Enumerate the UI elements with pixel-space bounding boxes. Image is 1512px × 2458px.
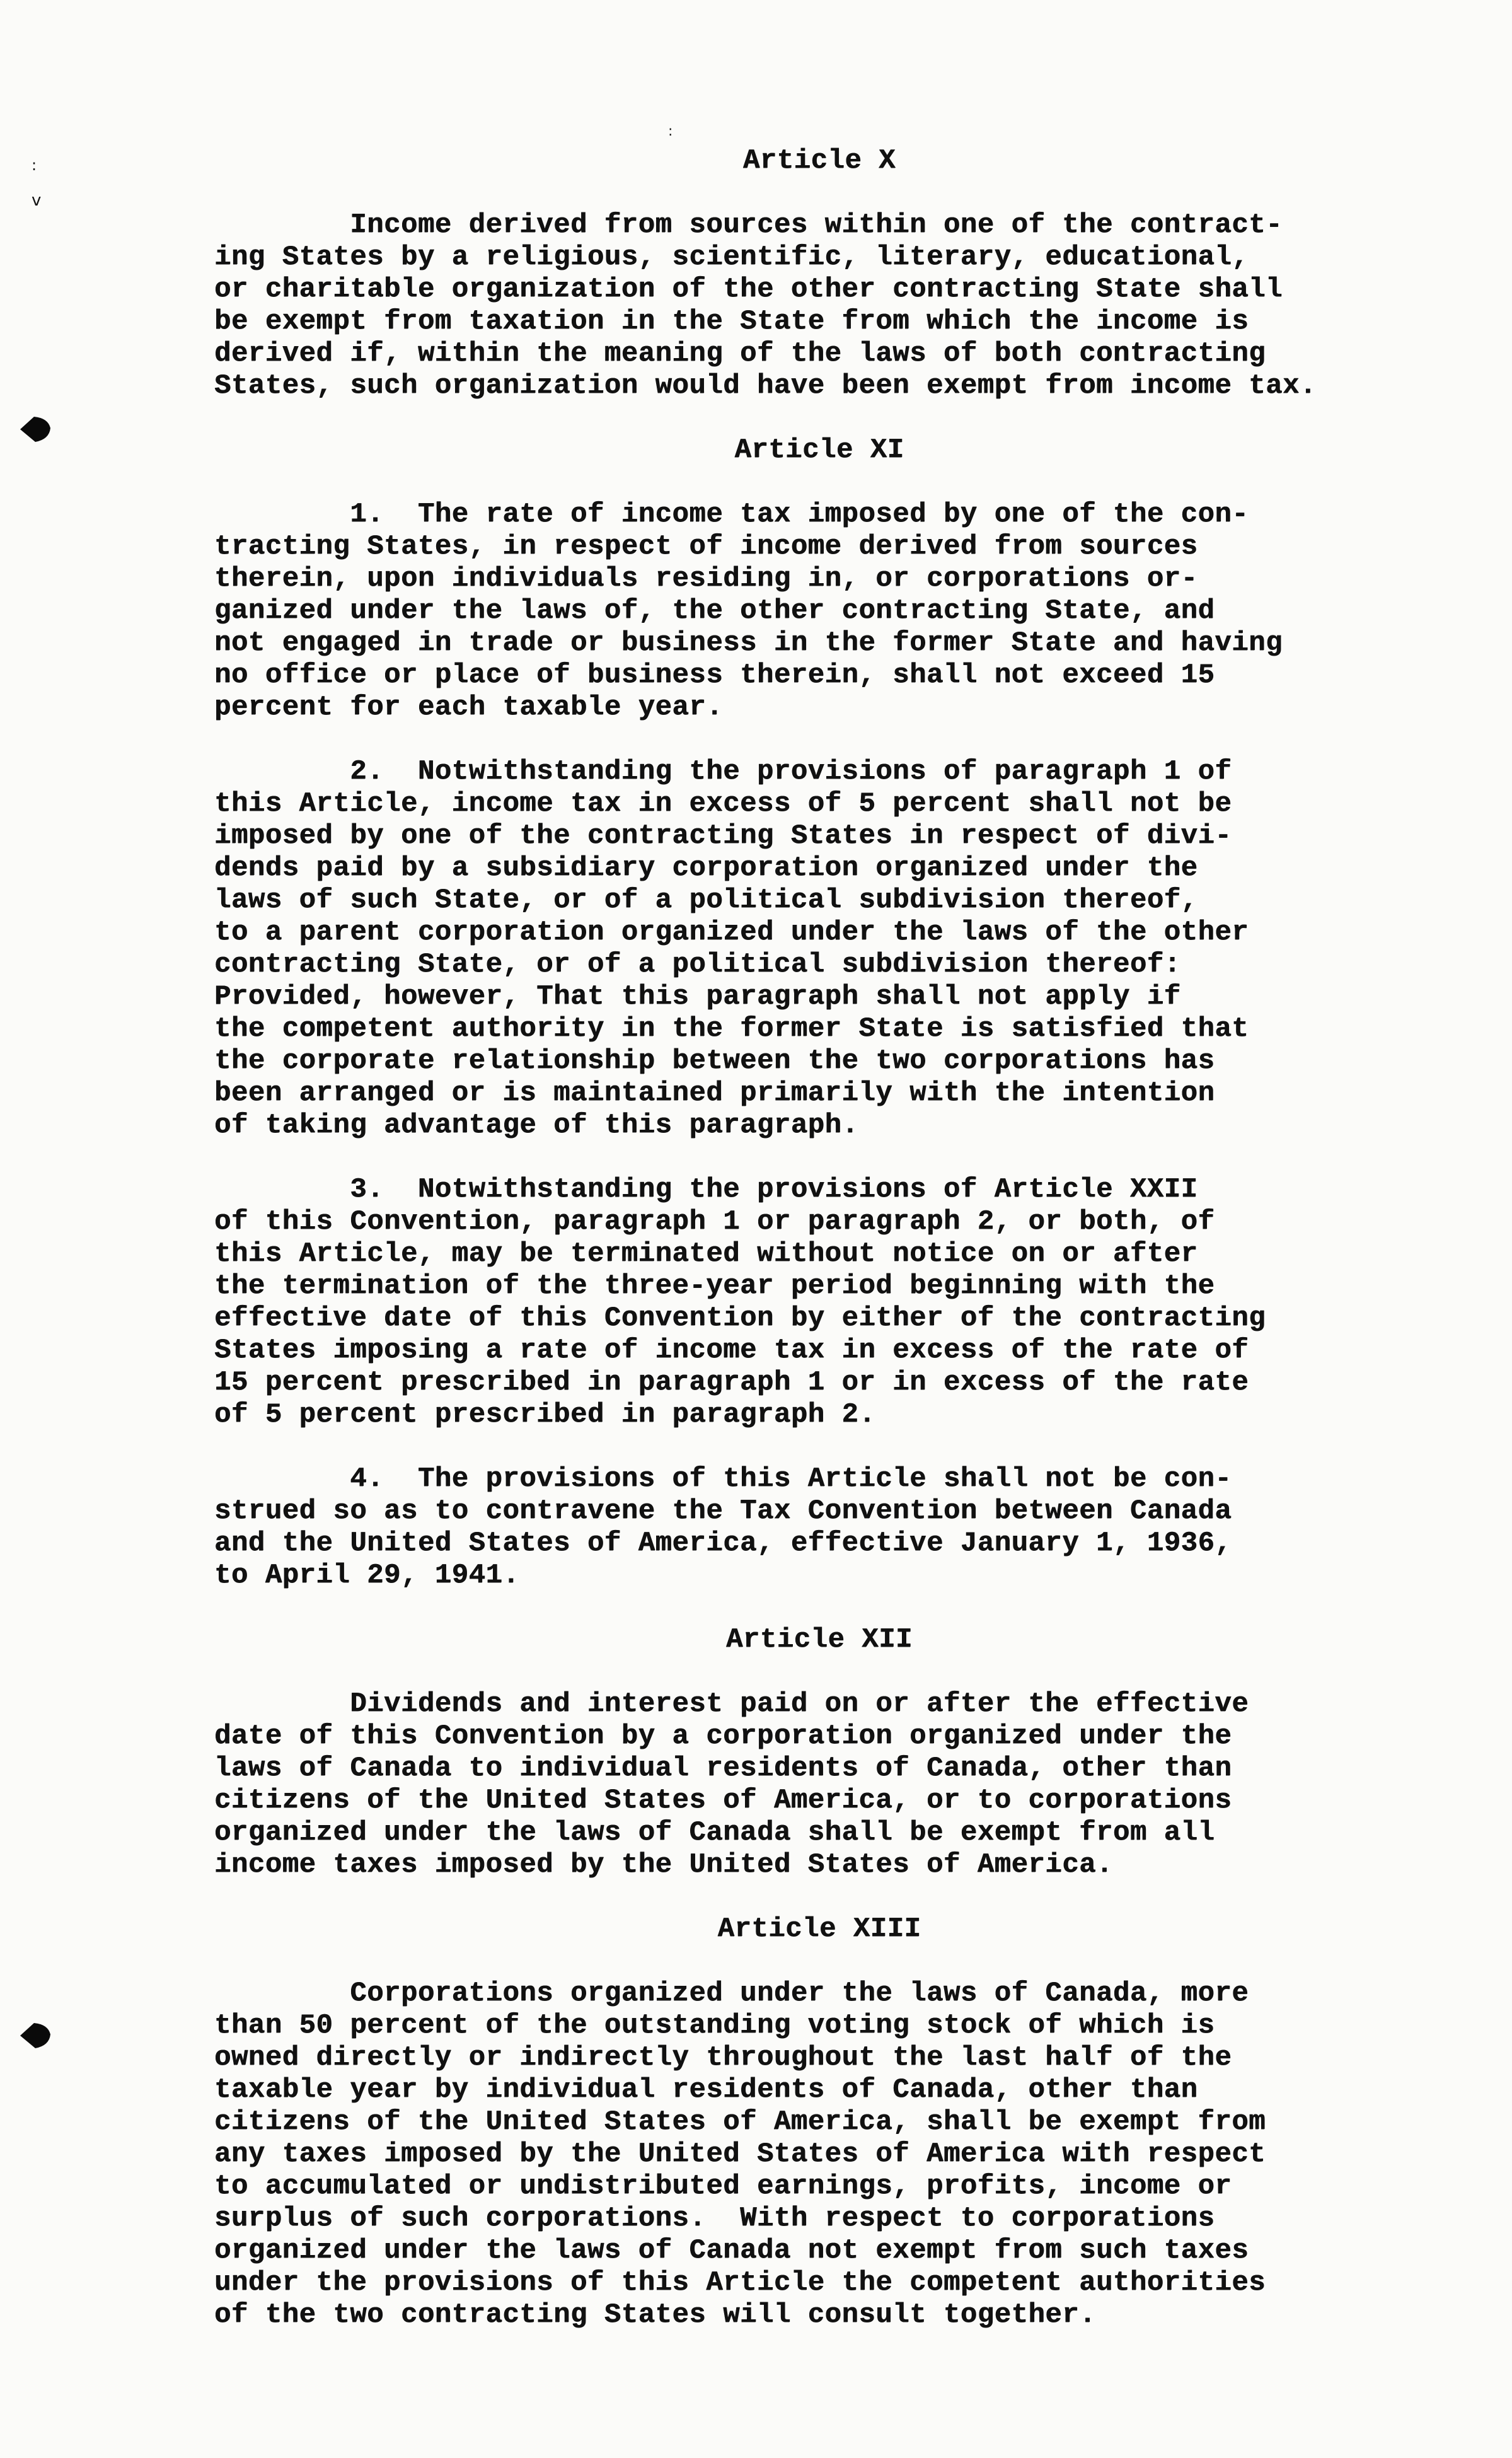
article-xi-paragraph-1: 1. The rate of income tax imposed by one of the con- tracting States, in respect of income derived from sources therein, upon individuals residing in, or corporations or- ganized under the laws of, the other contracting State, and not engaged in trade or business in the former State and having no office or place of business therein, shall not exceed 15 percent for each taxable year. bbox=[214, 499, 1283, 723]
article-x-heading: Article X bbox=[742, 145, 896, 177]
article-xii-paragraph: Dividends and interest paid on or after the effective date of this Convention by a corporation organized under the laws of Canada to individual residents of Canada, other than citizens of the United States of America, or to corporations organized under the laws of Canada shall be exempt from all income taxes imposed by the United States of America. bbox=[214, 1688, 1249, 1881]
ink-speck: : bbox=[668, 124, 673, 139]
article-xi-paragraph-2: 2. Notwithstanding the provisions of paragraph 1 of this Article, income tax in excess of 5 percent shall not be imposed by one of the contracting States in respect of divi- dends paid by a subsidiary corporation organized under the laws of such State, or of a political subdivision thereof, to a parent corporation organized under the laws of the other contracting State, or of a political subdivision thereof: Provided, however, That this paragraph shall not apply if the competent authority in the former State is satisfied that the corporate relationship between the two corporations has been arranged or is maintained primarily with the intention of taking advantage of this paragraph. bbox=[214, 756, 1249, 1141]
article-xi-heading: Article XI bbox=[734, 434, 904, 466]
article-x-paragraph: Income derived from sources within one of the contract- ing States by a religious, scientific, literary, educational, or charitable organization of the other contracting State shall be exempt from taxation in the State from which the income is derived if, within the meaning of the laws of both contracting States, such organization would have been exempt from income tax. bbox=[214, 209, 1317, 402]
article-xi-paragraph-3: 3. Notwithstanding the provisions of Article XXII of this Convention, paragraph 1 or paragraph 2, or both, of this Article, may be terminated without notice on or after the termination of the three-year period beginning with the effective date of this Convention by either of the contracting States imposing a rate of income tax in excess of the rate of 15 percent prescribed in paragraph 1 or in excess of the rate of 5 percent prescribed in paragraph 2. bbox=[214, 1174, 1266, 1430]
article-xii-heading: Article XII bbox=[726, 1624, 913, 1655]
article-xi-paragraph-4: 4. The provisions of this Article shall not be con- strued so as to contravene the Tax Convention between Canada and the United States of America, effective January 1, 1936, to April 29, 1941. bbox=[214, 1463, 1232, 1591]
document-body bbox=[214, 145, 1424, 2331]
ink-speck: v bbox=[32, 191, 42, 210]
ink-speck: : bbox=[32, 156, 37, 174]
article-xiii-heading: Article XIII bbox=[717, 1913, 921, 1945]
article-xiii-paragraph: Corporations organized under the laws of Canada, more than 50 percent of the outstanding voting stock of which is owned directly or indirectly throughout the last half of the taxable year by individual residents of Canada, other than citizens of the United States of America, shall be exempt from any taxes imposed by the United States of America with respect to accumulated or undistributed earnings, profits, income or surplus of such corporations. With respect to corporations organized under the laws of Canada not exempt from such taxes under the provisions of this Article the competent authorities of the two contracting States will consult together. bbox=[214, 1978, 1266, 2331]
